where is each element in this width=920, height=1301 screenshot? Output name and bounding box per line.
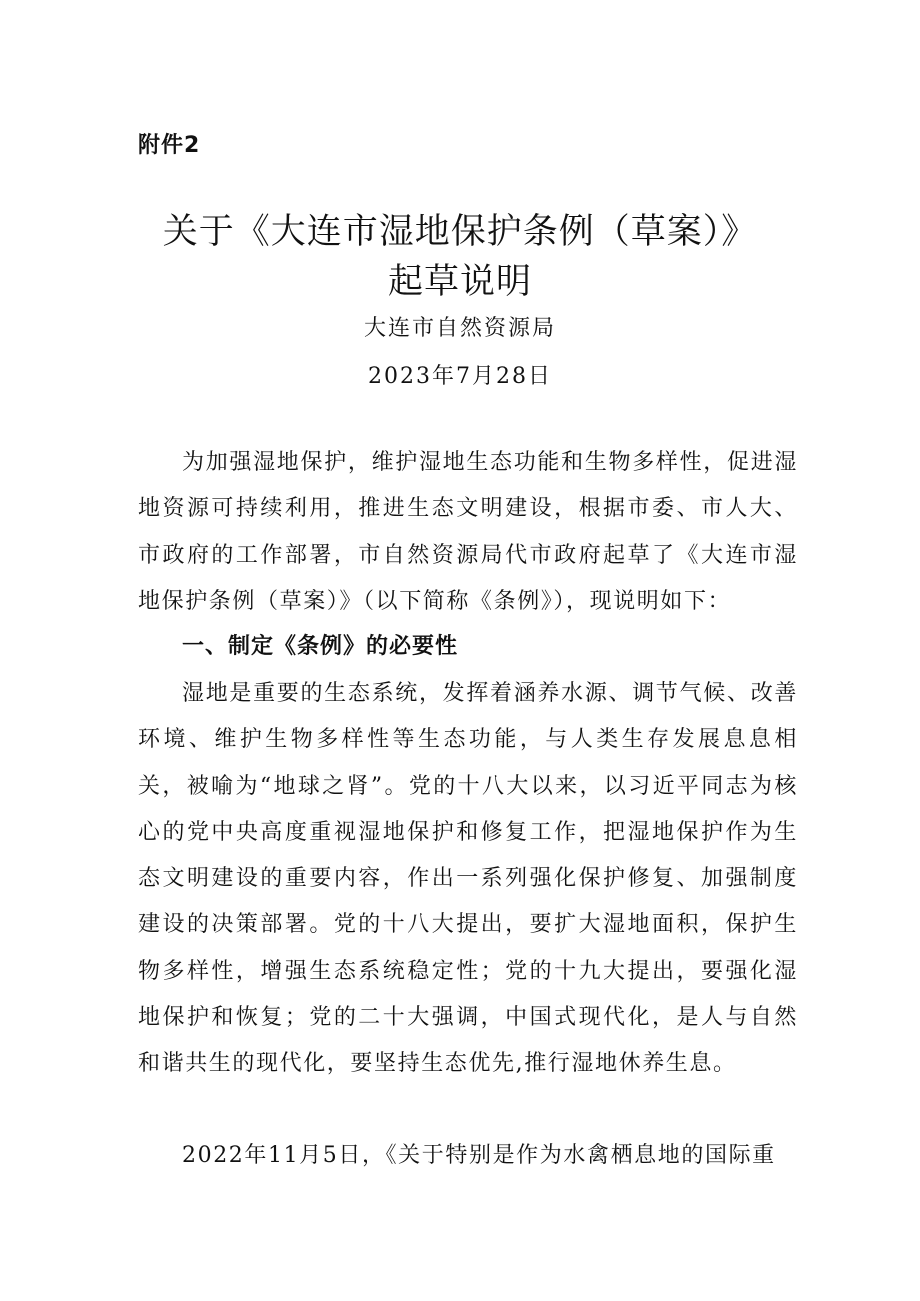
body-paragraph-2: 湿地是重要的生态系统，发挥着涵养水源、调节气候、改善环境、维护生物多样性等生态功能，与人类生存发展息息相关，被喻为“地球之肾”。党的十八大以来，以习近平同志为核心的党中央高度重视湿地保护和修复工作，把湿地保护作为生态文明建设的重要内容，作出一系列强化保护修复、加强制度建设的决策部署。党的十八大提出，要扩大湿地面积，保护生物多样性，增强生态系统稳定性；党的十九大提出，要强化湿地保护和恢复；党的二十大强调，中国式现代化，是人与自然和谐共生的现代化，要坚持生态优先,推行湿地休养生息。	[138, 681, 798, 1077]
body-paragraph-3: 2022年11月5日，《关于特别是作为水禽栖息地的国际重	[182, 1143, 776, 1168]
attachment-label: 附件2	[138, 133, 201, 158]
document-title-line1: 关于《大连市湿地保护条例（草案）》	[162, 212, 758, 252]
document-title-line2: 起草说明	[387, 262, 532, 302]
document-date: 2023年7月28日	[368, 364, 552, 389]
document-author: 大连市自然资源局	[363, 316, 556, 341]
intro-paragraph: 为加强湿地保护，维护湿地生态功能和生物多样性，促进湿地资源可持续利用，推进生态文明建设，根据市委、市人大、市政府的工作部署，市自然资源局代市政府起草了《大连市湿地保护条例（草案）》（以下简称《条例》），现说明如下：	[138, 450, 798, 614]
section-heading-1: 一、制定《条例》的必要性	[182, 634, 459, 659]
